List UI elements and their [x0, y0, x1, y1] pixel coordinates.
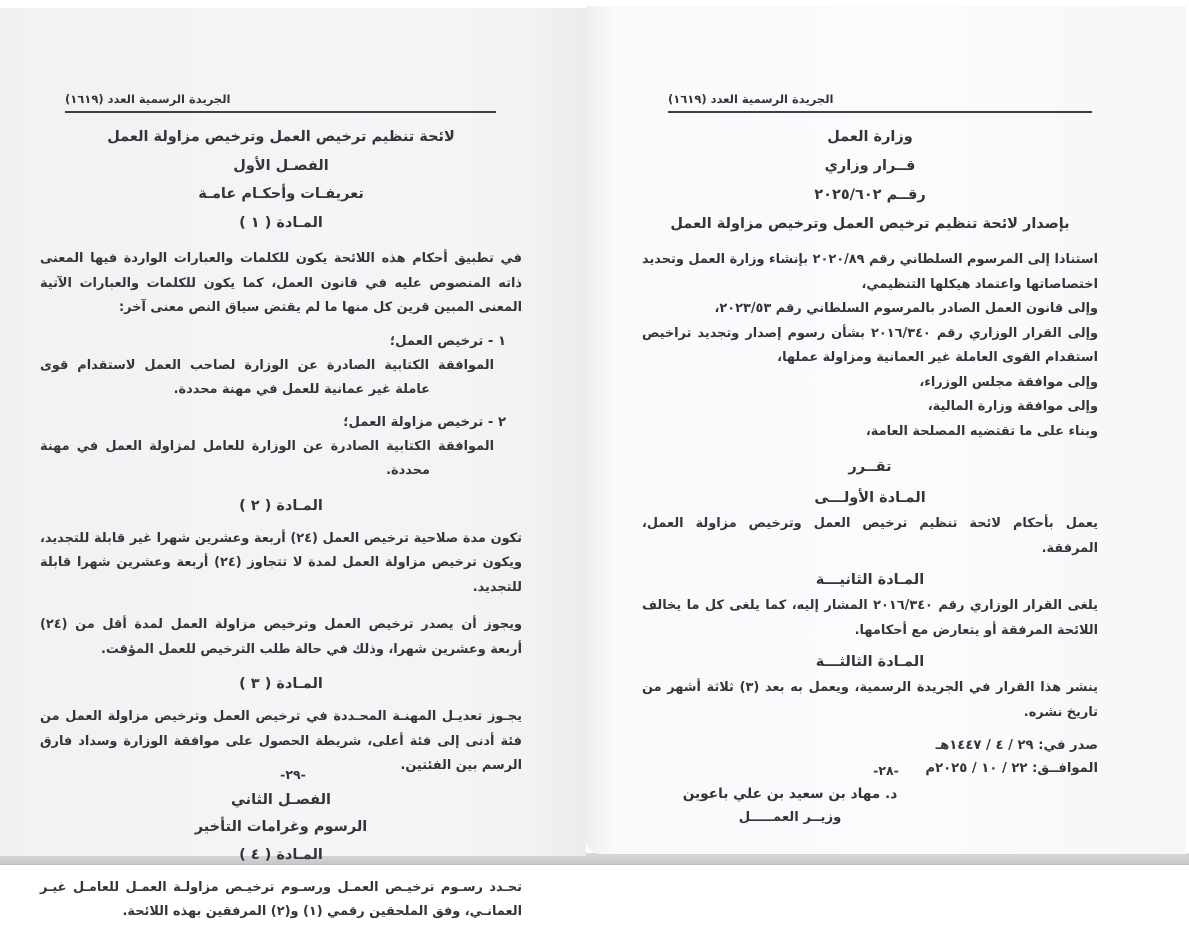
article-4-heading: المـادة ( ٤ ) [239, 846, 323, 863]
article-1-heading: المـادة ( ١ ) [239, 215, 323, 231]
page-number: -٢٩- [280, 767, 306, 782]
article-second-body: يلغى القرار الوزاري رقم ٢٠١٦/٣٤٠ المشار إليه، كما يلغى كل ما يخالف اللائحة المرفقة أو يتعارض مع أحكامها. [642, 598, 1098, 638]
article-second-heading: المـادة الثانيـــة [815, 572, 925, 588]
decision-number: رقــم ٢٠٢٥/٦٠٢ [814, 187, 926, 203]
preamble-clause: وإلى موافقة مجلس الوزراء، [919, 374, 1098, 390]
article-third-heading: المـادة الثالثـــة [815, 654, 925, 670]
ministry-title: وزارة العمل [827, 129, 913, 145]
decision-subject: بإصدار لائحة تنظيم ترخيص العمل وترخيص مزاولة العمل [670, 216, 1070, 232]
article-3-body: يجـوز تعديـل المهنـة المحـددة في ترخيص العمل وترخيص مزاولة العمل من فئة أدنى إلى فئة أعلى، شريطة الحصول على موافقة الوزارة وسداد فارق الرسم بين الفئتين. [40, 709, 522, 774]
definition-body: الموافقة الكتابية الصادرة عن الوزارة لصاحب العمل لاستقدام قوى عاملة غير عمانية للعمل في مهنة محددة. [40, 357, 494, 397]
preamble-clause: استنادا إلى المرسوم السلطاني رقم ٢٠٢٠/٨٩ بإنشاء وزارة العمل وتحديد اختصاصاتها واعتماد هيكلها التنظيمي، [642, 252, 1098, 292]
article-1-intro: في تطبيق أحكام هذه اللائحة يكون للكلمات والعبارات الواردة فيها المعنى ذاته المنصوص عليه في قانون العمل، كما يكون للكلمات والعبارات الآتية المعنى المبين قرين كل منها ما لم يقتض سياق النص معنى آخر: [40, 251, 522, 315]
preamble-clause: وإلى قانون العمل الصادر بالمرسوم السلطاني رقم ٢٠٢٣/٥٣، [714, 301, 1098, 316]
running-head-text: الجريدة الرسمية العدد (١٦١٩) [65, 92, 231, 106]
definition-term: ١ - ترخيص العمل؛ [389, 333, 506, 349]
decision-type: قــرار وزاري [824, 158, 916, 174]
page-number: -٢٨- [873, 763, 899, 778]
signatory-name: د. مهاد بن سعيد بن علي باعوين [682, 786, 898, 802]
preamble-clause: وإلى القرار الوزاري رقم ٢٠١٦/٣٤٠ بشأن رسوم إصدار وتجديد تراخيص استقدام القوى العاملة غير العمانية ومزاولة عملها، [642, 325, 1099, 365]
article-2-heading: المـادة ( ٢ ) [239, 497, 323, 514]
signature-block [640, 783, 940, 829]
article-3-heading: المـادة ( ٣ ) [239, 676, 323, 693]
preamble-clause: وإلى موافقة وزارة المالية، [927, 399, 1098, 414]
running-head [668, 92, 1092, 113]
article-2-paragraph: تكون مدة صلاحية ترخيص العمل (٢٤) أربعة وعشرين شهرا غير قابلة للتجديد، ويكون ترخيص مزاولة العمل لمدة لا تتجاوز (٢٤) أربعة وعشرين شهرا قابلة للتجديد. [40, 530, 522, 595]
chapter-two-subtitle: الرسوم وغرامات التأخير [194, 818, 368, 835]
running-head [65, 92, 496, 113]
chapter-two-heading: الفصـل الثاني [231, 791, 331, 808]
article-first-body: يعمل بأحكام لائحة تنظيم ترخيص العمل وترخيص مزاولة العمل، المرفقة. [642, 516, 1098, 556]
article-third-body: ينشر هذا القرار في الجريدة الرسمية، ويعمل به بعد (٣) ثلاثة أشهر من تاريخ نشره. [642, 680, 1098, 720]
definition-term: ٢ - ترخيص مزاولة العمل؛ [343, 415, 506, 431]
definition-body: الموافقة الكتابية الصادرة عن الوزارة للعامل لمزاولة العمل في مهنة محددة. [40, 439, 494, 479]
issue-date-hijri: صدر في: ٢٩ / ٤ / ١٤٤٧هـ [935, 738, 1098, 753]
gazette-page-29 [0, 8, 586, 920]
regulation-title: لائحة تنظيم ترخيص العمل وترخيص مزاولة العمل [107, 129, 455, 145]
article-4-body: تحـدد رسـوم ترخيـص العمـل ورسـوم ترخيـص مزاولـة العمـل للعامـل غيـر العمانـي، وفق الملحقين رقمي (١) و(٢) المرفقين بهذه اللائحة. [40, 879, 522, 920]
issue-date-gregorian: الموافــق: ٢٢ / ١٠ / ٢٠٢٥م [925, 761, 1098, 776]
signatory-title: وزيــر العمـــــل [738, 810, 842, 825]
gazette-page-28 [586, 6, 1186, 854]
chapter-one-heading: الفصـل الأول [233, 158, 329, 174]
article-first-heading: المـادة الأولـــى [814, 490, 926, 506]
chapter-one-subtitle: تعريفـات وأحكـام عامـة [198, 186, 364, 202]
article-2-paragraph: ويجوز أن يصدر ترخيص العمل وترخيص مزاولة العمل لمدة أقل من (٢٤) أربعة وعشرين شهرا، وذلك في حالة طلب الترخيص للعمل المؤقت. [40, 617, 522, 657]
preamble-clause: وبناء على ما تقتضيه المصلحة العامة، [865, 423, 1098, 439]
enactment-word: تقــرر [848, 459, 892, 475]
running-head-text: الجريدة الرسمية العدد (١٦١٩) [668, 92, 834, 106]
